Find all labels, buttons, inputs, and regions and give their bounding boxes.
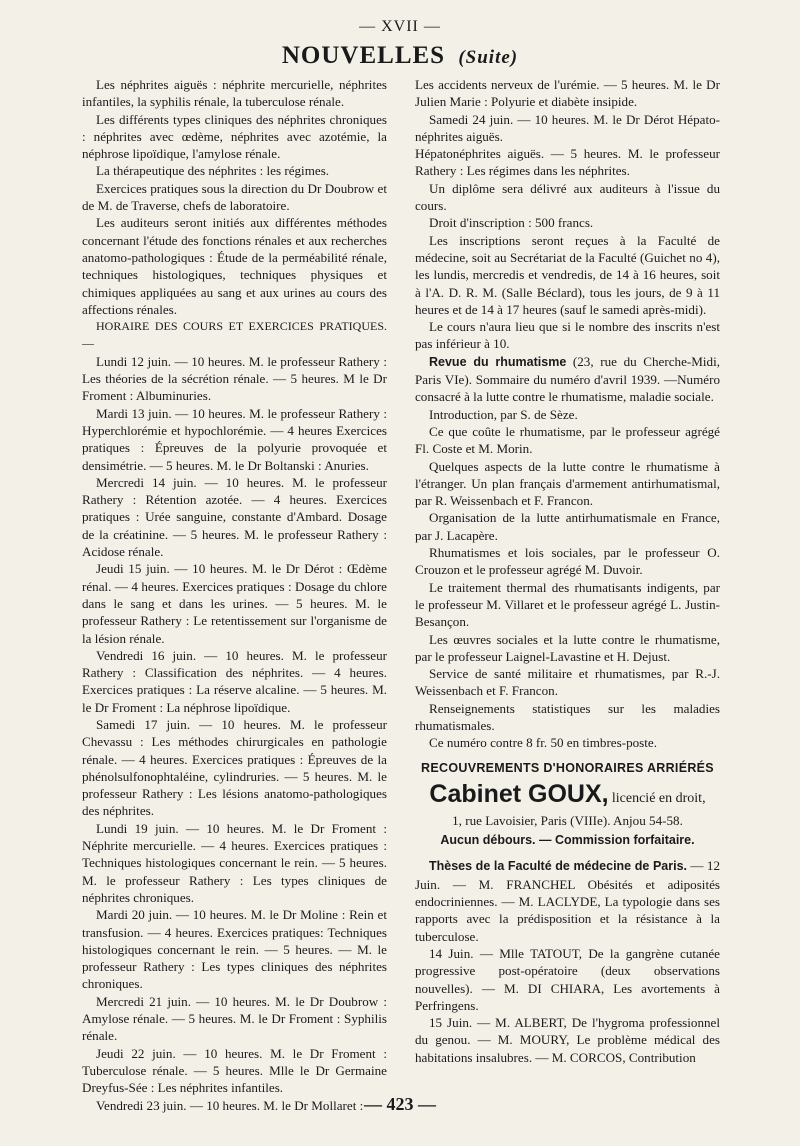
ad-header: RECOUVREMENTS D'HONORAIRES ARRIÉRÉS xyxy=(421,760,714,775)
left-column xyxy=(82,76,387,1114)
paragraph: Ce numéro contre 8 fr. 50 en timbres-poste. xyxy=(429,735,657,751)
paragraph: Organisation de la lutte antirhumatismale en France, par J. Lacapère. xyxy=(415,510,720,543)
ad-name: Cabinet GOUX, xyxy=(429,779,609,808)
paragraph: 15 Juin. — M. ALBERT, De l'hygroma professionnel du genou. — M. MOURY, Le problème médical des habitations insalubres. — M. CORCOS, Contribution xyxy=(415,1015,720,1065)
ad-title: licencié en droit, xyxy=(611,790,706,806)
schedule-entry: Mardi 13 juin. — 10 heures. M. le professeur Rathery : Hyperchlorémie et hypochlorémie. — 4 heures Exercices pratiques : Épreuves de la polyurie provoquée et densimétrie. — 5 heures. M. le Dr Boltanski : Anuries. xyxy=(82,405,387,473)
paragraph: Les inscriptions seront reçues à la Faculté de médecine, soit au Secrétariat de la Faculté (Guichet no 4), les lundis, mercredis et vendredis, de 14 à 16 heures, soit à l'A. D. R. M. (Salle Béclard), tous les jours, de 9 à 11 heures et de 14 à 17 heures (sauf le samedi après-midi). xyxy=(415,232,720,317)
paragraph: Un diplôme sera délivré aux auditeurs à l'issue du cours. xyxy=(415,180,720,214)
running-header-roman: — XVII — xyxy=(359,18,441,35)
title-text: NOUVELLES xyxy=(281,42,446,69)
revue-title: Revue du rhumatisme xyxy=(429,354,567,369)
right-column xyxy=(415,76,720,1066)
schedule-entry: Lundi 19 juin. — 10 heures. M. le Dr Froment : Néphrite mercurielle. — 4 heures. Exercices pratiques : Techniques histologiques concernant le rein. — 5 heures. M. le professeur Rathery : Les types cliniques de néphrites chroniques. xyxy=(82,820,387,905)
paragraph: 14 Juin. — Mlle TATOUT, De la gangrène cutanée progressive post-opératoire (deux observations nouvelles). — M. DI CHIARA, Les avortements à Perfringens. xyxy=(415,945,720,1013)
section-title xyxy=(0,42,800,70)
schedule-entry: Mardi 20 juin. — 10 heures. M. le Dr Moline : Rein et transfusion. — 4 heures. Exercices pratiques: Techniques histologiques concernant le rein. — 5 heures. — M. le professeur Rathery : Les types cliniques des néphrites chroniques. xyxy=(82,907,387,992)
schedule-entry: Vendredi 23 juin. — 10 heures. M. le Dr Mollaret : xyxy=(96,1097,364,1113)
schedule-entry: Mercredi 21 juin. — 10 heures. M. le Dr Doubrow : Amylose rénale. — 5 heures. M. le Dr Froment : Syphilis rénale. xyxy=(82,993,387,1044)
schedule-entry: Samedi 24 juin. — 10 heures. M. le Dr Dérot Hépato-néphrites aiguës. xyxy=(415,111,720,144)
ad-address: 1, rue Lavoisier, Paris (VIIIe). Anjou 54-58. xyxy=(452,812,683,828)
paragraph: Les différents types cliniques des néphrites chroniques : néphrites avec œdème, néphrites avec azotémie, la néphrose lipoïdique, l'amylose rénale. xyxy=(82,111,387,162)
paragraph: Les œuvres sociales et la lutte contre le rhumatisme, par le professeur Laignel-Lavastine et H. Dejust. xyxy=(415,631,720,664)
paragraph: Ce que coûte le rhumatisme, par le professeur agrégé Fl. Coste et M. Morin. xyxy=(415,423,720,457)
paragraph: Le cours n'aura lieu que si le nombre des inscrits n'est pas inférieur à 10. xyxy=(415,319,720,352)
page-number: — 423 — xyxy=(364,1094,436,1114)
theses-paragraph xyxy=(415,857,720,944)
theses-text: — 12 Juin. — M. FRANCHEL Obésités et adiposités endocriniennes. — M. LACLYDE, La typologie dans ses rapports avec la prédisposition et la résistance à la tuberculose. xyxy=(415,858,721,944)
paragraph: La thérapeutique des néphrites : les régimes. xyxy=(96,163,330,179)
paragraph: Les accidents nerveux de l'urémie. — 5 heures. M. le Dr Julien Marie : Polyurie et diabète insipide. xyxy=(415,77,720,110)
ad-cabinet xyxy=(415,781,720,812)
title-suffix: (Suite) xyxy=(458,47,519,68)
schedule-entry: Jeudi 22 juin. — 10 heures. M. le Dr Froment : Tuberculose rénale. — 5 heures. Mlle le Dr Germaine Dreyfus-Sée : Les néphrites infantiles. xyxy=(82,1045,387,1096)
schedule-entry: Mercredi 14 juin. — 10 heures. M. le professeur Rathery : Rétention azotée. — 4 heures. Exercices pratiques : Urée sanguine, constante d'Ambard. Dosage de la créatinine. — 5 heures. M. le professeur Rathery : Acidose rénale. xyxy=(82,474,387,560)
schedule-heading: HORAIRE DES COURS ET EXERCICES PRATIQUES. — xyxy=(82,319,387,351)
ad-terms: Aucun débours. — Commission forfaitaire. xyxy=(440,833,695,848)
revue-text: (23, rue du Cherche-Midi, Paris VIe). Sommaire du numéro d'avril 1939. —Numéro consacré à la lutte contre le rhumatisme, maladie sociale. xyxy=(415,353,721,405)
paragraph: Droit d'inscription : 500 francs. xyxy=(429,215,594,231)
paragraph: Service de santé militaire et rhumatismes, par R.-J. Weissenbach et F. Francon. xyxy=(415,666,720,699)
paragraph: Le traitement thermal des rhumatisants indigents, par le professeur M. Villaret et le professeur agrégé L. Justin-Besançon. xyxy=(415,579,720,630)
paragraph: Exercices pratiques sous la direction du Dr Doubrow et de M. de Traverse, chefs de laboratoire. xyxy=(82,180,387,214)
paragraph: Renseignements statistiques sur les maladies rhumatismales. xyxy=(415,700,720,733)
paragraph: Les auditeurs seront initiés aux différentes méthodes concernant l'étude des fonctions rénales et aux recherches anatomo-pathologiques : Étude de la perméabilité rénale, techniques histologiques, techniques physiques et chimiques appliquées au sang et aux urines au cours des affections rénales. xyxy=(82,215,387,317)
paragraph: Hépatonéphrites aiguës. — 5 heures. M. le professeur Rathery : Les régimes dans les néphrites. xyxy=(415,146,720,179)
schedule-entry: Lundi 12 juin. — 10 heures. M. le professeur Rathery : Les théories de la sécrétion rénale. — 5 heures. M le Dr Froment : Albuminuries. xyxy=(82,353,387,404)
revue-paragraph xyxy=(415,353,720,406)
paragraph: Rhumatismes et lois sociales, par le professeur O. Crouzon et le professeur agrégé M. Duvoir. xyxy=(415,545,720,578)
paragraph: Introduction, par S. de Sèze. xyxy=(429,406,578,422)
paragraph: Les néphrites aiguës : néphrite mercurielle, néphrites infantiles, la syphilis rénale, la tuberculose rénale. xyxy=(82,77,387,110)
schedule-entry: Samedi 17 juin. — 10 heures. M. le professeur Chevassu : Les méthodes chirurgicales en pathologie rénale. — 4 heures. Exercices pratiques : Épreuves de la phénolsulfonophtaléine, cylindruries. — 5 heures. M. le professeur Rathery : Les lésions anatomo-pathologiques des néphrites. xyxy=(82,716,387,819)
theses-title: Thèses de la Faculté de médecine de Paris. xyxy=(429,859,687,874)
schedule-entry: Vendredi 16 juin. — 10 heures. M. le professeur Rathery : Classification des néphrites. — 4 heures. Exercices pratiques : La réserve alcaline. — 5 heures. M. le Dr Froment : La néphrose lipoïdique. xyxy=(82,647,387,715)
schedule-entry: Jeudi 15 juin. — 10 heures. M. le Dr Dérot : Œdème rénal. — 4 heures. Exercices pratiques : Dosage du chlore dans le sang et dans les urines. — 5 heures. M. le professeur Rathery : Le retentissement sur l'organisme de la lésion rénale. xyxy=(82,561,387,646)
paragraph: Quelques aspects de la lutte contre le rhumatisme à l'étranger. Un plan français d'armement antirhumatismal, par R. Weissenbach et F. Francon. xyxy=(415,458,720,509)
